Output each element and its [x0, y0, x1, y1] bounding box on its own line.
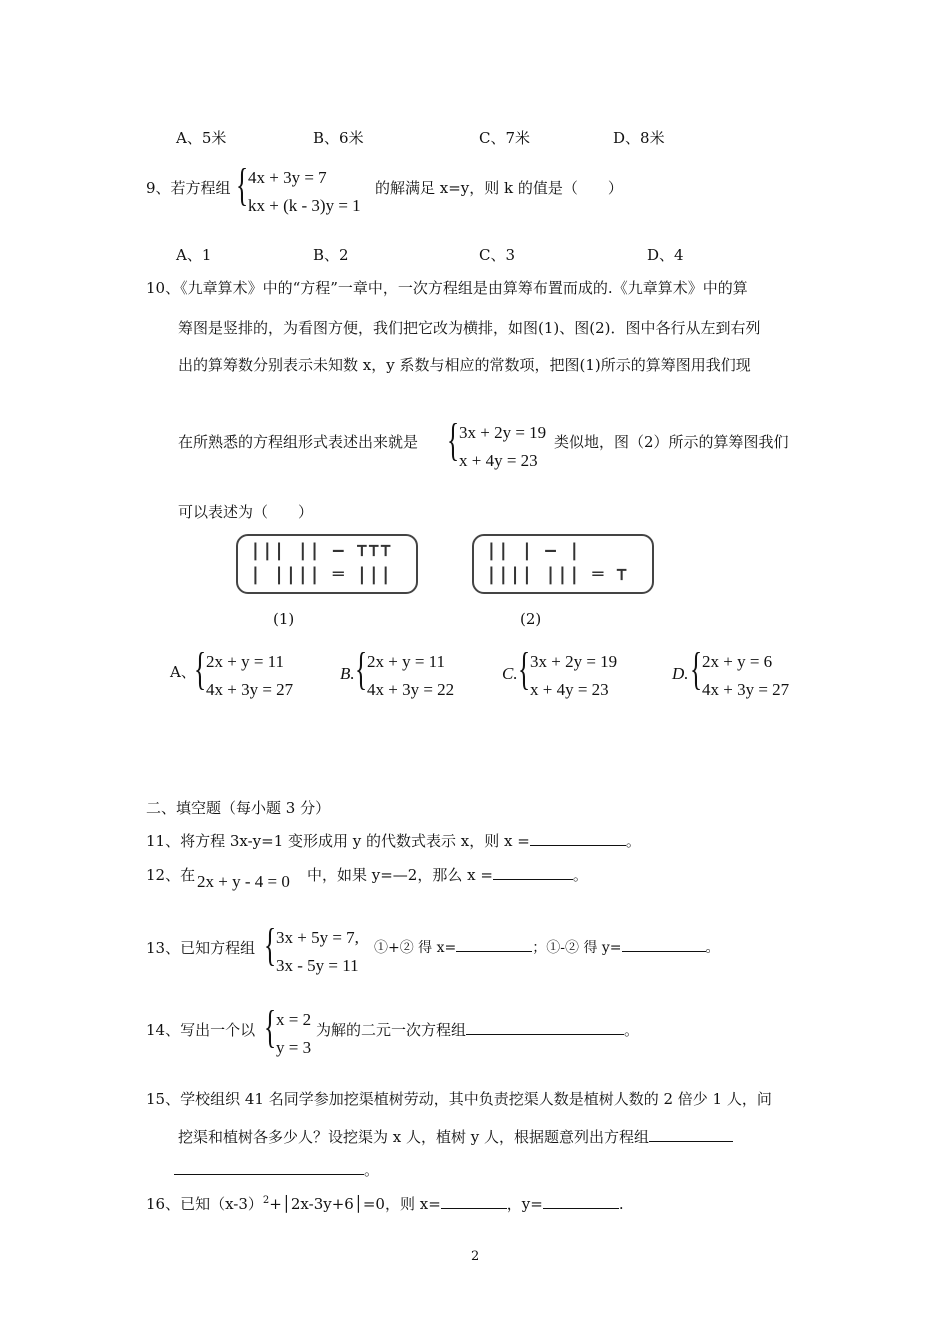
- brace-icon: {: [690, 643, 703, 694]
- q9-prefix: 9、若方程组: [146, 179, 231, 197]
- q12: [307, 864, 588, 885]
- q16-mid: +│2x-3y+6│=0，则 x=: [269, 1195, 441, 1213]
- q14-prefix: 14、写出一个以: [146, 1021, 256, 1039]
- q15-line1: 15、学校组织 41 名同学参加挖渠植树劳动，其中负责挖渠人数是植树人数的 2 倍少 1 人，问: [146, 1090, 772, 1108]
- q9-option-d: D、4: [647, 246, 684, 264]
- q9-eq2: kx + (k - 3)y = 1: [248, 196, 361, 215]
- q13-sep: ；①-② 得 y=: [532, 940, 622, 956]
- rod-figure-1: [236, 534, 418, 594]
- q13-blank-y[interactable]: [622, 938, 706, 952]
- q11-blank[interactable]: [530, 832, 626, 846]
- q16-blank-x[interactable]: [441, 1195, 507, 1209]
- q12-mid: 中，如果 y=—2，那么 x =: [307, 866, 493, 884]
- q10-line3: 出的算筹数分别表示未知数 x，y 系数与相应的常数项，把图(1)所示的算筹图用我们现: [178, 356, 751, 374]
- q9-option-a: A、1: [176, 246, 212, 264]
- q10-option-d-label: D.: [672, 664, 689, 683]
- q15-line2-wrap: [178, 1126, 733, 1147]
- q10-line5: 可以表述为（ ）: [178, 503, 314, 521]
- q10-eq1: 3x + 2y = 19: [459, 423, 547, 442]
- q8-option-a: A、5米: [176, 129, 227, 147]
- brace-icon: {: [264, 919, 277, 970]
- q9-option-b: B、2: [313, 246, 349, 264]
- rod-figure-2: [472, 534, 654, 594]
- q12-prefix: 12、在: [146, 866, 196, 884]
- brace-icon: {: [194, 643, 207, 694]
- q15-blank-2[interactable]: [174, 1161, 364, 1175]
- q10-option-b-eq1: 2x + y = 11: [367, 652, 446, 671]
- q10-option-b-eq2: 4x + 3y = 22: [367, 680, 455, 699]
- q14: [316, 1019, 639, 1040]
- q13-part1: ①+② 得 x=: [374, 940, 457, 956]
- q11-text: 11、将方程 3x-y=1 变形成用 y 的代数式表示 x，则 x =: [146, 832, 530, 850]
- q15-line2: 挖渠和植树各多少人？设挖渠为 x 人，植树 y 人，根据题意列出方程组: [178, 1128, 650, 1146]
- q14-blank[interactable]: [466, 1021, 624, 1035]
- q12-eq: 2x + y - 4 = 0: [197, 872, 290, 891]
- fig1-label: (1): [273, 610, 295, 628]
- q8-option-d: D、8米: [613, 129, 665, 147]
- q16-sep: ，y=: [506, 1195, 543, 1213]
- rod-figure-2-row1: || | — |: [486, 540, 581, 561]
- q16-prefix: 16、已知（x-3）: [146, 1195, 263, 1213]
- q10-option-b-label: B.: [340, 664, 355, 683]
- q16-sup: 2: [262, 1195, 270, 1206]
- q10-option-d-eq1: 2x + y = 6: [702, 652, 773, 671]
- q9-suffix: 的解满足 x=y，则 k 的值是（ ）: [375, 179, 623, 197]
- q11-end: 。: [625, 832, 641, 850]
- q13-eq1: 3x + 5y = 7,: [276, 928, 359, 947]
- q10-option-c-eq1: 3x + 2y = 19: [530, 652, 618, 671]
- q10-option-a-eq1: 2x + y = 11: [206, 652, 285, 671]
- q8-option-c: C、7米: [479, 129, 531, 147]
- q10-line4-prefix: 在所熟悉的方程组形式表述出来就是: [178, 433, 419, 451]
- brace-icon: {: [264, 1001, 277, 1052]
- q13-prefix: 13、已知方程组: [146, 939, 256, 957]
- q8-option-b: B、6米: [313, 129, 364, 147]
- q16-end: .: [618, 1195, 624, 1213]
- q11: [146, 830, 641, 851]
- section2-title: 二、填空题（每小题 3 分）: [146, 799, 331, 817]
- q13-eq2: 3x - 5y = 11: [276, 956, 359, 975]
- rod-figure-1-row1: ||| || — ⊤⊤⊤: [250, 540, 393, 561]
- page-number: 2: [471, 1249, 480, 1264]
- q16: [146, 1193, 624, 1214]
- q16-blank-y[interactable]: [543, 1195, 619, 1209]
- q10-line4-suffix: 类似地，图（2）所示的算筹图我们: [554, 433, 789, 451]
- q15-end: 。: [364, 1161, 380, 1179]
- q12-blank[interactable]: [493, 866, 573, 880]
- rod-figure-2-row2: |||| ||| ═ ⊤: [486, 564, 629, 585]
- q14-mid: 为解的二元一次方程组: [316, 1021, 467, 1039]
- q14-eq1: x = 2: [276, 1010, 312, 1029]
- q10-option-c-eq2: x + 4y = 23: [530, 680, 609, 699]
- brace-icon: {: [447, 414, 460, 465]
- fig2-label: (2): [520, 610, 542, 628]
- q10-option-c-label: C.: [502, 664, 518, 683]
- q15-blank-1[interactable]: [649, 1128, 733, 1142]
- q9-option-c: C、3: [479, 246, 516, 264]
- rod-figure-1-row2: | |||| ═ |||: [250, 564, 393, 585]
- q9-eq1: 4x + 3y = 7: [248, 168, 327, 187]
- q10-line1: 10、《九章算术》中的“方程”一章中，一次方程组是由算筹布置而成的.《九章算术》中的算: [146, 279, 748, 297]
- q15-line3: [174, 1159, 379, 1180]
- brace-icon: {: [518, 643, 531, 694]
- q13-end: 。: [705, 940, 720, 956]
- q10-eq2: x + 4y = 23: [459, 451, 538, 470]
- brace-icon: {: [355, 643, 368, 694]
- q12-end: 。: [572, 866, 588, 884]
- q10-option-a-label: A、: [170, 663, 196, 681]
- q13-blank-x[interactable]: [456, 938, 532, 952]
- q13: [374, 937, 720, 957]
- q14-end: 。: [624, 1021, 640, 1039]
- q10-option-d-eq2: 4x + 3y = 27: [702, 680, 790, 699]
- q10-line2: 筹图是竖排的，为看图方便，我们把它改为横排，如图(1)、图(2)．图中各行从左到右列: [178, 319, 761, 337]
- q10-option-a-eq2: 4x + 3y = 27: [206, 680, 294, 699]
- q14-eq2: y = 3: [276, 1038, 312, 1057]
- brace-icon: {: [236, 159, 249, 210]
